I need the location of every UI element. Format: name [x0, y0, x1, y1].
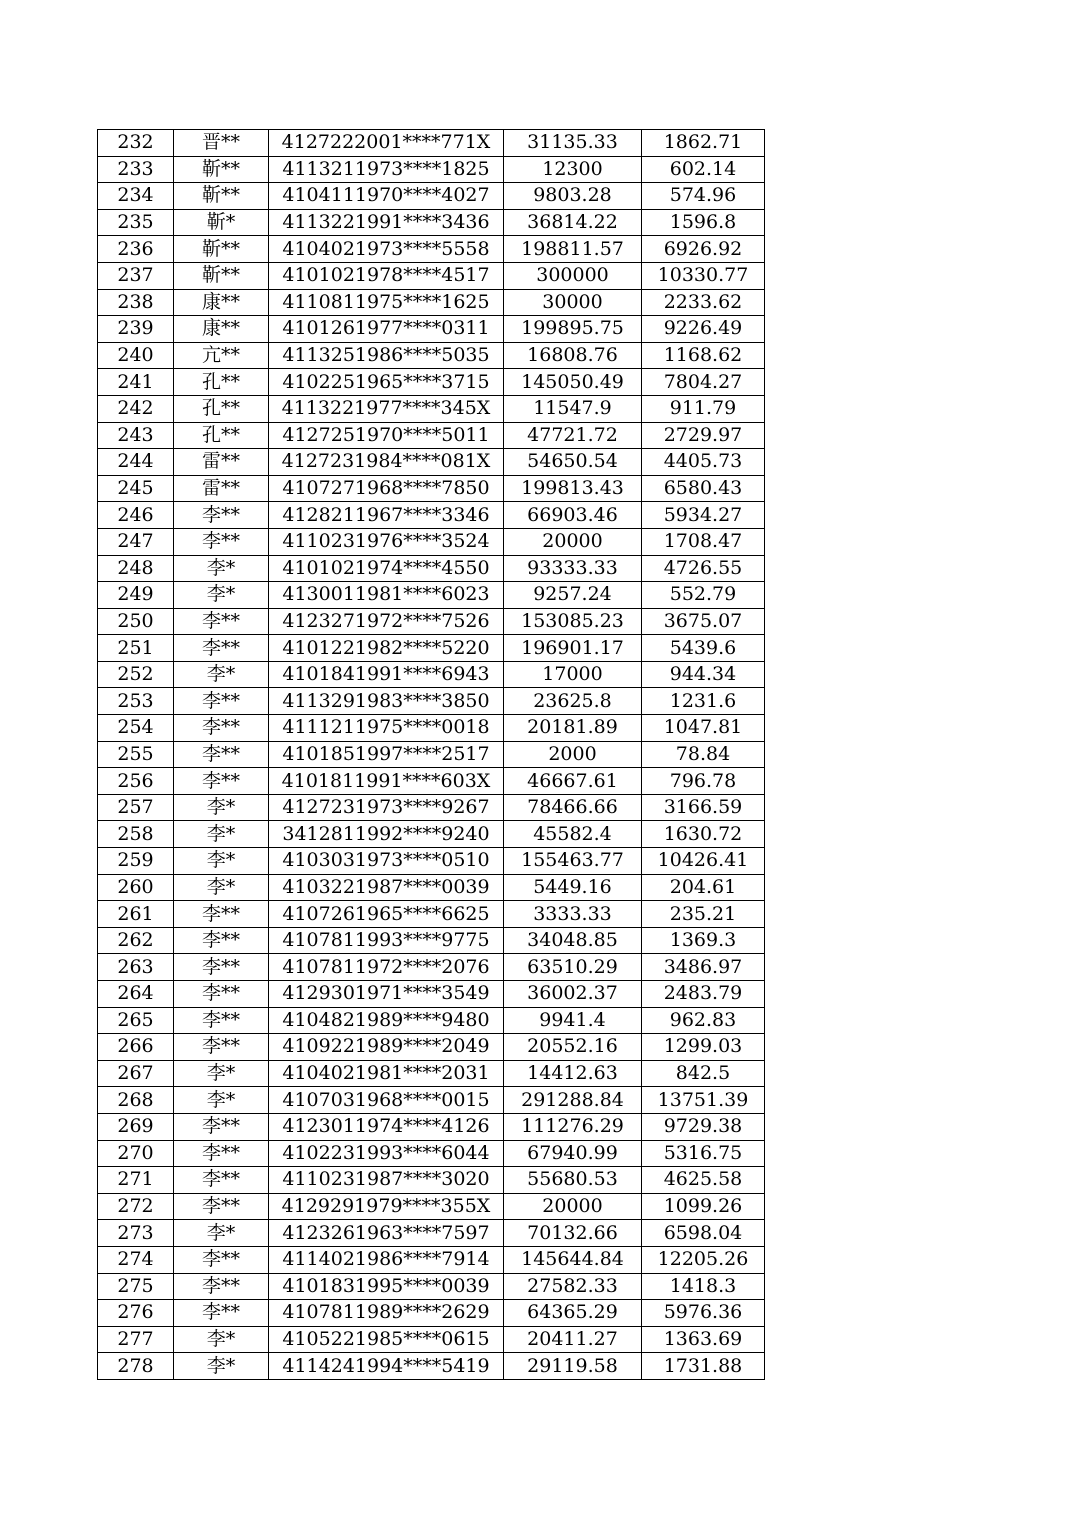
name-cell: 李*	[174, 874, 269, 901]
row-number-cell: 247	[98, 528, 174, 555]
amount-cell: 31135.33	[504, 130, 642, 157]
interest-cell: 1731.88	[642, 1353, 765, 1380]
amount-cell: 9941.4	[504, 1007, 642, 1034]
interest-cell: 204.61	[642, 874, 765, 901]
table-row	[98, 901, 765, 928]
table-row	[98, 1007, 765, 1034]
id-number-cell: 4107031968****0015	[269, 1087, 504, 1114]
id-number-cell: 4110811975****1625	[269, 289, 504, 316]
name-cell: 孔**	[174, 422, 269, 449]
table-row	[98, 369, 765, 396]
id-number-cell: 4107261965****6625	[269, 901, 504, 928]
table-row	[98, 289, 765, 316]
name-cell: 李*	[174, 794, 269, 821]
id-number-cell: 4101841991****6943	[269, 661, 504, 688]
name-cell: 李*	[174, 555, 269, 582]
interest-cell: 12205.26	[642, 1246, 765, 1273]
interest-cell: 2233.62	[642, 289, 765, 316]
interest-cell: 1299.03	[642, 1034, 765, 1061]
interest-cell: 13751.39	[642, 1087, 765, 1114]
interest-cell: 9729.38	[642, 1113, 765, 1140]
table-row	[98, 741, 765, 768]
table-row	[98, 1326, 765, 1353]
interest-cell: 1099.26	[642, 1193, 765, 1220]
id-number-cell: 4107811972****2076	[269, 954, 504, 981]
row-number-cell: 275	[98, 1273, 174, 1300]
interest-cell: 6580.43	[642, 475, 765, 502]
row-number-cell: 271	[98, 1167, 174, 1194]
amount-cell: 64365.29	[504, 1300, 642, 1327]
id-number-cell: 4103221987****0039	[269, 874, 504, 901]
name-cell: 康**	[174, 289, 269, 316]
data-table	[97, 129, 765, 1380]
amount-cell: 70132.66	[504, 1220, 642, 1247]
row-number-cell: 240	[98, 342, 174, 369]
amount-cell: 155463.77	[504, 848, 642, 875]
interest-cell: 7804.27	[642, 369, 765, 396]
amount-cell: 11547.9	[504, 395, 642, 422]
interest-cell: 1369.3	[642, 927, 765, 954]
id-number-cell: 4101831995****0039	[269, 1273, 504, 1300]
id-number-cell: 4130011981****6023	[269, 582, 504, 609]
row-number-cell: 249	[98, 582, 174, 609]
row-number-cell: 276	[98, 1300, 174, 1327]
table-row	[98, 130, 765, 157]
name-cell: 孔**	[174, 369, 269, 396]
id-number-cell: 3412811992****9240	[269, 821, 504, 848]
interest-cell: 9226.49	[642, 316, 765, 343]
amount-cell: 36002.37	[504, 981, 642, 1008]
row-number-cell: 254	[98, 715, 174, 742]
interest-cell: 6926.92	[642, 236, 765, 263]
table-row	[98, 156, 765, 183]
interest-cell: 3486.97	[642, 954, 765, 981]
id-number-cell: 4105221985****0615	[269, 1326, 504, 1353]
table-row	[98, 1034, 765, 1061]
amount-cell: 14412.63	[504, 1060, 642, 1087]
amount-cell: 16808.76	[504, 342, 642, 369]
id-number-cell: 4123011974****4126	[269, 1113, 504, 1140]
interest-cell: 911.79	[642, 395, 765, 422]
id-number-cell: 4113211973****1825	[269, 156, 504, 183]
name-cell: 李**	[174, 715, 269, 742]
row-number-cell: 262	[98, 927, 174, 954]
table-row	[98, 209, 765, 236]
table-row	[98, 449, 765, 476]
id-number-cell: 4113251986****5035	[269, 342, 504, 369]
row-number-cell: 239	[98, 316, 174, 343]
table-row	[98, 555, 765, 582]
id-number-cell: 4101221982****5220	[269, 635, 504, 662]
name-cell: 康**	[174, 316, 269, 343]
table-row	[98, 528, 765, 555]
table-row	[98, 1273, 765, 1300]
table-row	[98, 954, 765, 981]
row-number-cell: 243	[98, 422, 174, 449]
name-cell: 李**	[174, 1273, 269, 1300]
row-number-cell: 233	[98, 156, 174, 183]
row-number-cell: 245	[98, 475, 174, 502]
name-cell: 李**	[174, 1300, 269, 1327]
id-number-cell: 4104021973****5558	[269, 236, 504, 263]
table-row	[98, 635, 765, 662]
id-number-cell: 4113221977****345X	[269, 395, 504, 422]
name-cell: 李**	[174, 502, 269, 529]
id-number-cell: 4127222001****771X	[269, 130, 504, 157]
amount-cell: 30000	[504, 289, 642, 316]
id-number-cell: 4110231987****3020	[269, 1167, 504, 1194]
table-row	[98, 1060, 765, 1087]
id-number-cell: 4101261977****0311	[269, 316, 504, 343]
amount-cell: 198811.57	[504, 236, 642, 263]
name-cell: 李**	[174, 981, 269, 1008]
interest-cell: 1231.6	[642, 688, 765, 715]
name-cell: 孔**	[174, 395, 269, 422]
name-cell: 靳*	[174, 209, 269, 236]
table-row	[98, 502, 765, 529]
table-row	[98, 236, 765, 263]
interest-cell: 6598.04	[642, 1220, 765, 1247]
amount-cell: 20181.89	[504, 715, 642, 742]
id-number-cell: 4101811991****603X	[269, 768, 504, 795]
table-row	[98, 422, 765, 449]
amount-cell: 55680.53	[504, 1167, 642, 1194]
row-number-cell: 278	[98, 1353, 174, 1380]
interest-cell: 3675.07	[642, 608, 765, 635]
amount-cell: 300000	[504, 262, 642, 289]
id-number-cell: 4110231976****3524	[269, 528, 504, 555]
row-number-cell: 259	[98, 848, 174, 875]
interest-cell: 552.79	[642, 582, 765, 609]
amount-cell: 78466.66	[504, 794, 642, 821]
name-cell: 亢**	[174, 342, 269, 369]
table-row	[98, 715, 765, 742]
name-cell: 李**	[174, 1113, 269, 1140]
name-cell: 李**	[174, 741, 269, 768]
table-row	[98, 395, 765, 422]
row-number-cell: 277	[98, 1326, 174, 1353]
interest-cell: 4405.73	[642, 449, 765, 476]
interest-cell: 2729.97	[642, 422, 765, 449]
interest-cell: 1708.47	[642, 528, 765, 555]
table-row	[98, 1246, 765, 1273]
amount-cell: 20411.27	[504, 1326, 642, 1353]
name-cell: 李**	[174, 1246, 269, 1273]
interest-cell: 796.78	[642, 768, 765, 795]
amount-cell: 46667.61	[504, 768, 642, 795]
table-row	[98, 608, 765, 635]
table-row	[98, 1220, 765, 1247]
row-number-cell: 258	[98, 821, 174, 848]
amount-cell: 20000	[504, 1193, 642, 1220]
id-number-cell: 4111211975****0018	[269, 715, 504, 742]
name-cell: 李**	[174, 1167, 269, 1194]
row-number-cell: 252	[98, 661, 174, 688]
name-cell: 李**	[174, 1193, 269, 1220]
row-number-cell: 260	[98, 874, 174, 901]
name-cell: 李**	[174, 927, 269, 954]
row-number-cell: 273	[98, 1220, 174, 1247]
amount-cell: 23625.8	[504, 688, 642, 715]
name-cell: 李*	[174, 582, 269, 609]
amount-cell: 93333.33	[504, 555, 642, 582]
name-cell: 李**	[174, 901, 269, 928]
row-number-cell: 257	[98, 794, 174, 821]
interest-cell: 5934.27	[642, 502, 765, 529]
amount-cell: 199895.75	[504, 316, 642, 343]
name-cell: 雷**	[174, 475, 269, 502]
amount-cell: 199813.43	[504, 475, 642, 502]
table-body	[98, 130, 765, 1380]
table-row	[98, 981, 765, 1008]
name-cell: 靳**	[174, 183, 269, 210]
id-number-cell: 4129291979****355X	[269, 1193, 504, 1220]
table-row	[98, 342, 765, 369]
row-number-cell: 236	[98, 236, 174, 263]
id-number-cell: 4128211967****3346	[269, 502, 504, 529]
amount-cell: 111276.29	[504, 1113, 642, 1140]
table-row	[98, 316, 765, 343]
name-cell: 李**	[174, 1007, 269, 1034]
interest-cell: 944.34	[642, 661, 765, 688]
id-number-cell: 4127231984****081X	[269, 449, 504, 476]
interest-cell: 1630.72	[642, 821, 765, 848]
row-number-cell: 261	[98, 901, 174, 928]
id-number-cell: 4107811989****2629	[269, 1300, 504, 1327]
row-number-cell: 256	[98, 768, 174, 795]
id-number-cell: 4109221989****2049	[269, 1034, 504, 1061]
id-number-cell: 4127231973****9267	[269, 794, 504, 821]
interest-cell: 842.5	[642, 1060, 765, 1087]
row-number-cell: 272	[98, 1193, 174, 1220]
id-number-cell: 4127251970****5011	[269, 422, 504, 449]
table-row	[98, 661, 765, 688]
amount-cell: 5449.16	[504, 874, 642, 901]
id-number-cell: 4123261963****7597	[269, 1220, 504, 1247]
interest-cell: 4625.58	[642, 1167, 765, 1194]
id-number-cell: 4104111970****4027	[269, 183, 504, 210]
table-row	[98, 1087, 765, 1114]
id-number-cell: 4123271972****7526	[269, 608, 504, 635]
interest-cell: 1363.69	[642, 1326, 765, 1353]
row-number-cell: 234	[98, 183, 174, 210]
name-cell: 李**	[174, 635, 269, 662]
id-number-cell: 4113221991****3436	[269, 209, 504, 236]
id-number-cell: 4114021986****7914	[269, 1246, 504, 1273]
id-number-cell: 4113291983****3850	[269, 688, 504, 715]
table-row	[98, 768, 765, 795]
row-number-cell: 244	[98, 449, 174, 476]
table-row	[98, 848, 765, 875]
table-row	[98, 1113, 765, 1140]
interest-cell: 1418.3	[642, 1273, 765, 1300]
row-number-cell: 255	[98, 741, 174, 768]
interest-cell: 3166.59	[642, 794, 765, 821]
row-number-cell: 235	[98, 209, 174, 236]
name-cell: 李*	[174, 1326, 269, 1353]
amount-cell: 9803.28	[504, 183, 642, 210]
id-number-cell: 4101021978****4517	[269, 262, 504, 289]
table-row	[98, 874, 765, 901]
id-number-cell: 4101021974****4550	[269, 555, 504, 582]
amount-cell: 3333.33	[504, 901, 642, 928]
row-number-cell: 253	[98, 688, 174, 715]
amount-cell: 63510.29	[504, 954, 642, 981]
interest-cell: 4726.55	[642, 555, 765, 582]
row-number-cell: 232	[98, 130, 174, 157]
name-cell: 李**	[174, 688, 269, 715]
name-cell: 李*	[174, 1087, 269, 1114]
amount-cell: 54650.54	[504, 449, 642, 476]
row-number-cell: 267	[98, 1060, 174, 1087]
interest-cell: 962.83	[642, 1007, 765, 1034]
amount-cell: 145644.84	[504, 1246, 642, 1273]
name-cell: 李*	[174, 661, 269, 688]
row-number-cell: 237	[98, 262, 174, 289]
row-number-cell: 265	[98, 1007, 174, 1034]
row-number-cell: 251	[98, 635, 174, 662]
interest-cell: 5439.6	[642, 635, 765, 662]
amount-cell: 20000	[504, 528, 642, 555]
interest-cell: 574.96	[642, 183, 765, 210]
id-number-cell: 4101851997****2517	[269, 741, 504, 768]
name-cell: 李**	[174, 954, 269, 981]
name-cell: 靳**	[174, 156, 269, 183]
name-cell: 雷**	[174, 449, 269, 476]
table-row	[98, 927, 765, 954]
name-cell: 李*	[174, 1353, 269, 1380]
amount-cell: 45582.4	[504, 821, 642, 848]
row-number-cell: 269	[98, 1113, 174, 1140]
amount-cell: 145050.49	[504, 369, 642, 396]
amount-cell: 34048.85	[504, 927, 642, 954]
id-number-cell: 4114241994****5419	[269, 1353, 504, 1380]
name-cell: 李**	[174, 1034, 269, 1061]
row-number-cell: 268	[98, 1087, 174, 1114]
row-number-cell: 270	[98, 1140, 174, 1167]
table-row	[98, 1353, 765, 1380]
amount-cell: 2000	[504, 741, 642, 768]
table-row	[98, 794, 765, 821]
interest-cell: 5316.75	[642, 1140, 765, 1167]
interest-cell: 2483.79	[642, 981, 765, 1008]
row-number-cell: 264	[98, 981, 174, 1008]
table-row	[98, 262, 765, 289]
table-row	[98, 821, 765, 848]
table-row	[98, 1140, 765, 1167]
amount-cell: 27582.33	[504, 1273, 642, 1300]
row-number-cell: 241	[98, 369, 174, 396]
name-cell: 李*	[174, 848, 269, 875]
row-number-cell: 263	[98, 954, 174, 981]
interest-cell: 1168.62	[642, 342, 765, 369]
id-number-cell: 4102231993****6044	[269, 1140, 504, 1167]
interest-cell: 5976.36	[642, 1300, 765, 1327]
name-cell: 李**	[174, 528, 269, 555]
id-number-cell: 4103031973****0510	[269, 848, 504, 875]
id-number-cell: 4104821989****9480	[269, 1007, 504, 1034]
table-row	[98, 1193, 765, 1220]
row-number-cell: 246	[98, 502, 174, 529]
id-number-cell: 4107271968****7850	[269, 475, 504, 502]
row-number-cell: 250	[98, 608, 174, 635]
table-row	[98, 475, 765, 502]
name-cell: 李*	[174, 821, 269, 848]
row-number-cell: 248	[98, 555, 174, 582]
table-row	[98, 582, 765, 609]
name-cell: 李**	[174, 1140, 269, 1167]
amount-cell: 66903.46	[504, 502, 642, 529]
name-cell: 李**	[174, 768, 269, 795]
interest-cell: 235.21	[642, 901, 765, 928]
id-number-cell: 4102251965****3715	[269, 369, 504, 396]
table-row	[98, 1300, 765, 1327]
row-number-cell: 274	[98, 1246, 174, 1273]
row-number-cell: 238	[98, 289, 174, 316]
amount-cell: 12300	[504, 156, 642, 183]
name-cell: 晋**	[174, 130, 269, 157]
amount-cell: 17000	[504, 661, 642, 688]
interest-cell: 602.14	[642, 156, 765, 183]
table-row	[98, 688, 765, 715]
amount-cell: 196901.17	[504, 635, 642, 662]
interest-cell: 78.84	[642, 741, 765, 768]
amount-cell: 153085.23	[504, 608, 642, 635]
row-number-cell: 242	[98, 395, 174, 422]
amount-cell: 9257.24	[504, 582, 642, 609]
id-number-cell: 4129301971****3549	[269, 981, 504, 1008]
row-number-cell: 266	[98, 1034, 174, 1061]
amount-cell: 20552.16	[504, 1034, 642, 1061]
name-cell: 李**	[174, 608, 269, 635]
table-row	[98, 183, 765, 210]
interest-cell: 10330.77	[642, 262, 765, 289]
name-cell: 靳**	[174, 262, 269, 289]
amount-cell: 291288.84	[504, 1087, 642, 1114]
amount-cell: 67940.99	[504, 1140, 642, 1167]
name-cell: 李*	[174, 1220, 269, 1247]
name-cell: 李*	[174, 1060, 269, 1087]
table-row	[98, 1167, 765, 1194]
interest-cell: 1596.8	[642, 209, 765, 236]
interest-cell: 1047.81	[642, 715, 765, 742]
interest-cell: 1862.71	[642, 130, 765, 157]
name-cell: 靳**	[174, 236, 269, 263]
id-number-cell: 4104021981****2031	[269, 1060, 504, 1087]
id-number-cell: 4107811993****9775	[269, 927, 504, 954]
interest-cell: 10426.41	[642, 848, 765, 875]
amount-cell: 47721.72	[504, 422, 642, 449]
amount-cell: 29119.58	[504, 1353, 642, 1380]
amount-cell: 36814.22	[504, 209, 642, 236]
